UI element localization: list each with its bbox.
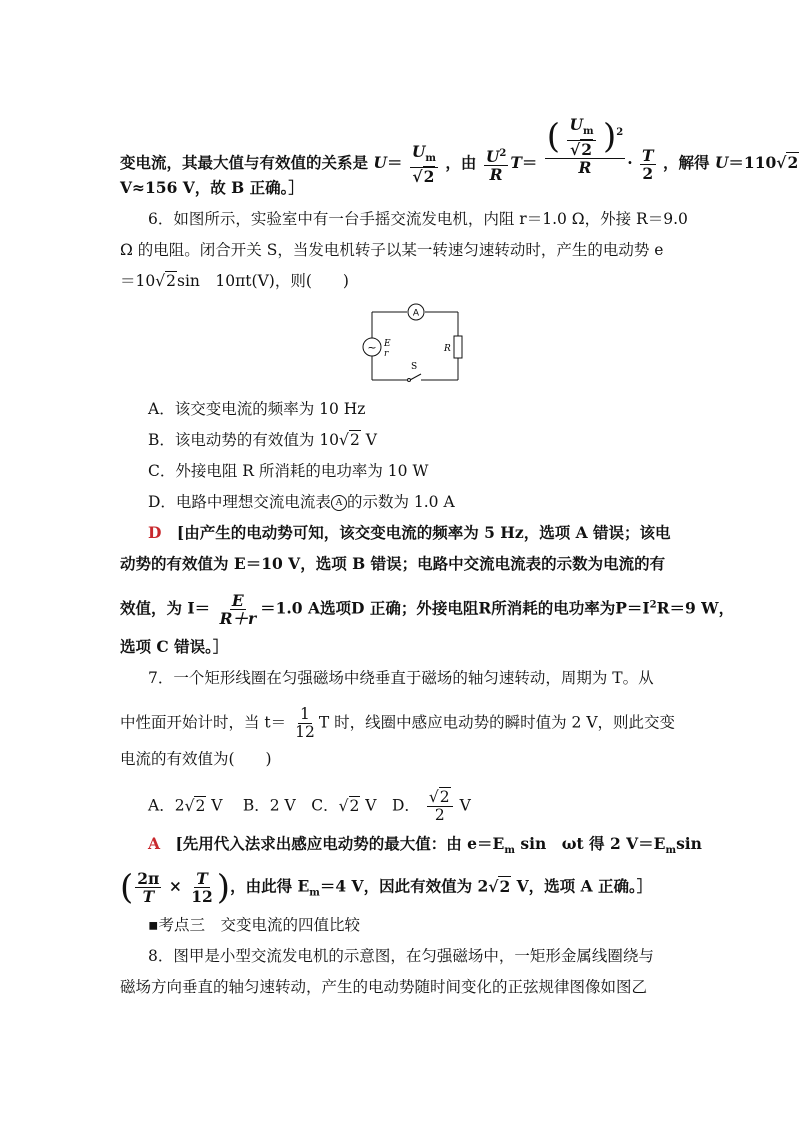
- fraction-1-12: [293, 706, 317, 741]
- label-e: E: [384, 339, 391, 349]
- radicand: 2: [499, 876, 511, 896]
- label-resistor: R: [444, 344, 451, 354]
- text-segment: sin: [676, 834, 702, 853]
- q6-answer-line-1: [148, 521, 671, 545]
- sqrt-icon: √: [776, 153, 787, 173]
- radicand: 2: [423, 167, 435, 187]
- resistor-icon: [454, 336, 462, 358]
- radicand: 2: [787, 153, 799, 173]
- radicand: 2: [349, 796, 360, 815]
- text-segment: V: [360, 431, 377, 449]
- text-segment: [先用代入法求出感应电动势的最大值：由 e＝E: [175, 834, 505, 853]
- subscript: m: [582, 126, 594, 138]
- subscript: m: [665, 845, 677, 857]
- numerator: 1: [300, 705, 310, 723]
- source-symbol: ~: [367, 341, 377, 354]
- text-segment: ＝1.0 A选项D 正确；外接电阻R所消耗的电功率为P＝I: [260, 598, 650, 618]
- radicand: 2: [581, 140, 592, 160]
- answer-letter: D: [148, 523, 162, 542]
- fraction-um-sqrt2: [410, 143, 438, 185]
- label-switch: S: [411, 362, 418, 372]
- symbol: U: [714, 153, 729, 173]
- ammeter-symbol-icon: A: [331, 495, 347, 511]
- subscript: m: [504, 845, 515, 857]
- top-block-line-2: V≈156 V，故 B 正确。］: [120, 178, 304, 197]
- switch-contact-icon: [408, 379, 411, 382]
- fraction-current: [218, 592, 259, 627]
- right-paren-icon: ): [602, 116, 617, 157]
- denominator: 12: [295, 723, 315, 741]
- q6-answer-line-3: [120, 592, 734, 627]
- text-segment: sin 10πt(V)，则( ): [177, 272, 349, 290]
- q6-answer-line-4: 选项 C 错误。］: [120, 637, 229, 656]
- q6-line-3: [120, 269, 349, 293]
- symbol: T: [510, 153, 522, 173]
- numerator: 2π: [137, 869, 160, 888]
- symbol: R: [578, 158, 592, 178]
- text-segment: ，由: [445, 153, 477, 173]
- radicand: 2: [349, 431, 360, 449]
- q7-answer-line-2: [120, 867, 653, 908]
- q7-answer-line-1: [148, 832, 702, 863]
- sqrt-icon: √: [155, 272, 166, 290]
- text-segment: 效值，为 I＝: [120, 598, 211, 618]
- numerator: T: [196, 869, 208, 888]
- text-segment: 中性面开始计时，当 t＝: [120, 713, 287, 732]
- radicand: 2: [439, 788, 450, 806]
- subscript: m: [309, 887, 320, 899]
- fraction-2pi-t: [135, 870, 161, 905]
- q6-line-2: Ω 的电阻。闭合开关 S，当发电机转子以某一转速匀速转动时，产生的电动势 e: [120, 241, 664, 259]
- text-segment: 6．如图所示，实验室中有一台手摇交流发电机，内阻: [148, 210, 520, 228]
- superscript: 2: [616, 126, 624, 138]
- text-segment: r＝1.0 Ω，外接 R＝9.0: [519, 210, 688, 228]
- q6-option-c: C．外接电阻 R 所消耗的电功率为 10 W: [148, 462, 429, 480]
- numerator: E: [231, 591, 244, 610]
- q6-option-b: [148, 428, 377, 452]
- text-segment: ＝4 V，因此有效值为 2: [319, 876, 489, 896]
- q7-line-3: 电流的有效值为( ): [120, 750, 272, 768]
- symbol: R: [489, 165, 503, 185]
- denominator: 12: [191, 887, 213, 906]
- symbol: U: [411, 142, 426, 161]
- text-segment: V，选项 A 正确。］: [511, 876, 653, 896]
- text-segment: ，由此得 E: [230, 876, 310, 896]
- sqrt-icon: √: [338, 796, 349, 815]
- sqrt-icon: √: [339, 431, 349, 449]
- text-segment: [由产生的电动势可知，该交变电流的频率为 5 Hz，选项 A 错误；该电: [176, 523, 671, 542]
- label-r: r: [384, 349, 389, 359]
- q8-line-1: 8．图甲是小型交流发电机的示意图，在匀强磁场中，一矩形金属线圈绕与: [148, 947, 654, 965]
- text-segment: R＝9 W，: [656, 598, 735, 618]
- sqrt-icon: √: [428, 788, 439, 806]
- sqrt-icon: √: [412, 167, 423, 187]
- circuit-diagram: [355, 300, 475, 386]
- radicand: 2: [166, 272, 176, 290]
- symbol: 2: [642, 163, 654, 183]
- q7-line-1: 7．一个矩形线圈在匀强磁场中绕垂直于磁场的轴匀速转动，周期为 T。从: [148, 669, 654, 687]
- fraction-sqrt2-2: [427, 789, 453, 824]
- text-segment: sin ωt 得 2 V＝E: [514, 834, 666, 853]
- q7-options: [148, 789, 471, 824]
- left-paren-icon: (: [120, 867, 134, 908]
- text-segment: A．2: [148, 796, 185, 815]
- ac-source-icon: [363, 338, 381, 356]
- superscript: 2: [499, 147, 507, 159]
- symbol: U: [569, 115, 583, 134]
- fraction-t-2: [640, 147, 656, 182]
- sqrt-icon: √: [570, 140, 581, 160]
- symbol: U: [373, 153, 387, 173]
- denominator: T: [142, 887, 155, 906]
- fraction-u2-r: [484, 145, 509, 183]
- text-segment: 变电流，其最大值与有效值的关系是: [120, 153, 374, 173]
- fraction-big: [545, 116, 625, 176]
- text-segment: B．该电动势的有效值为 10: [148, 431, 340, 449]
- text-segment: V D．: [360, 796, 420, 815]
- q6-option-a: A．该交变电流的频率为 10 Hz: [148, 400, 366, 418]
- denominator: 2: [434, 806, 445, 824]
- radicand: 2: [195, 796, 206, 815]
- symbol: ＝: [521, 153, 538, 173]
- ammeter-label: A: [412, 308, 420, 319]
- right-paren-icon: ): [216, 867, 231, 908]
- text-segment: 的示数为 1.0 A: [346, 493, 455, 511]
- symbol: ×: [168, 876, 182, 896]
- text-segment: V: [454, 796, 471, 815]
- q6-answer-line-2: 动势的有效值为 E＝10 V，选项 B 错误；电路中交流电流表的示数为电流的有: [120, 554, 666, 573]
- text-segment: ，解得: [662, 153, 715, 173]
- subscript: m: [425, 153, 436, 165]
- sqrt-icon: √: [488, 876, 499, 896]
- superscript: 2: [649, 599, 657, 611]
- section-heading: ▪考点三 交变电流的四值比较: [148, 916, 361, 934]
- text-segment: ＝10: [120, 272, 156, 290]
- q7-line-2: [120, 706, 675, 741]
- text-segment: D．电路中理想交流电流表: [148, 493, 331, 511]
- text-segment: ＝110: [728, 153, 777, 173]
- q8-line-2: 磁场方向垂直的轴匀速转动，产生的电动势随时间变化的正弦规律图像如图乙: [120, 978, 648, 996]
- left-paren-icon: (: [546, 116, 561, 157]
- text-segment: V B．2 V C．: [206, 796, 339, 815]
- symbol: U: [485, 147, 500, 167]
- symbol: T: [642, 145, 654, 165]
- symbol: ·: [627, 153, 633, 173]
- q6-line-1: [148, 207, 688, 231]
- ammeter-icon: [408, 304, 424, 320]
- fraction-inner: [567, 116, 595, 158]
- denominator: R＋r: [219, 609, 257, 628]
- answer-letter: A: [148, 834, 161, 853]
- text-segment: T 时，线圈中感应电动势的瞬时值为 2 V，则此交变: [318, 713, 676, 732]
- symbol: ＝: [386, 153, 403, 173]
- fraction-t-12: [189, 870, 215, 905]
- q6-option-d: [148, 490, 455, 514]
- sqrt-icon: √: [184, 796, 195, 815]
